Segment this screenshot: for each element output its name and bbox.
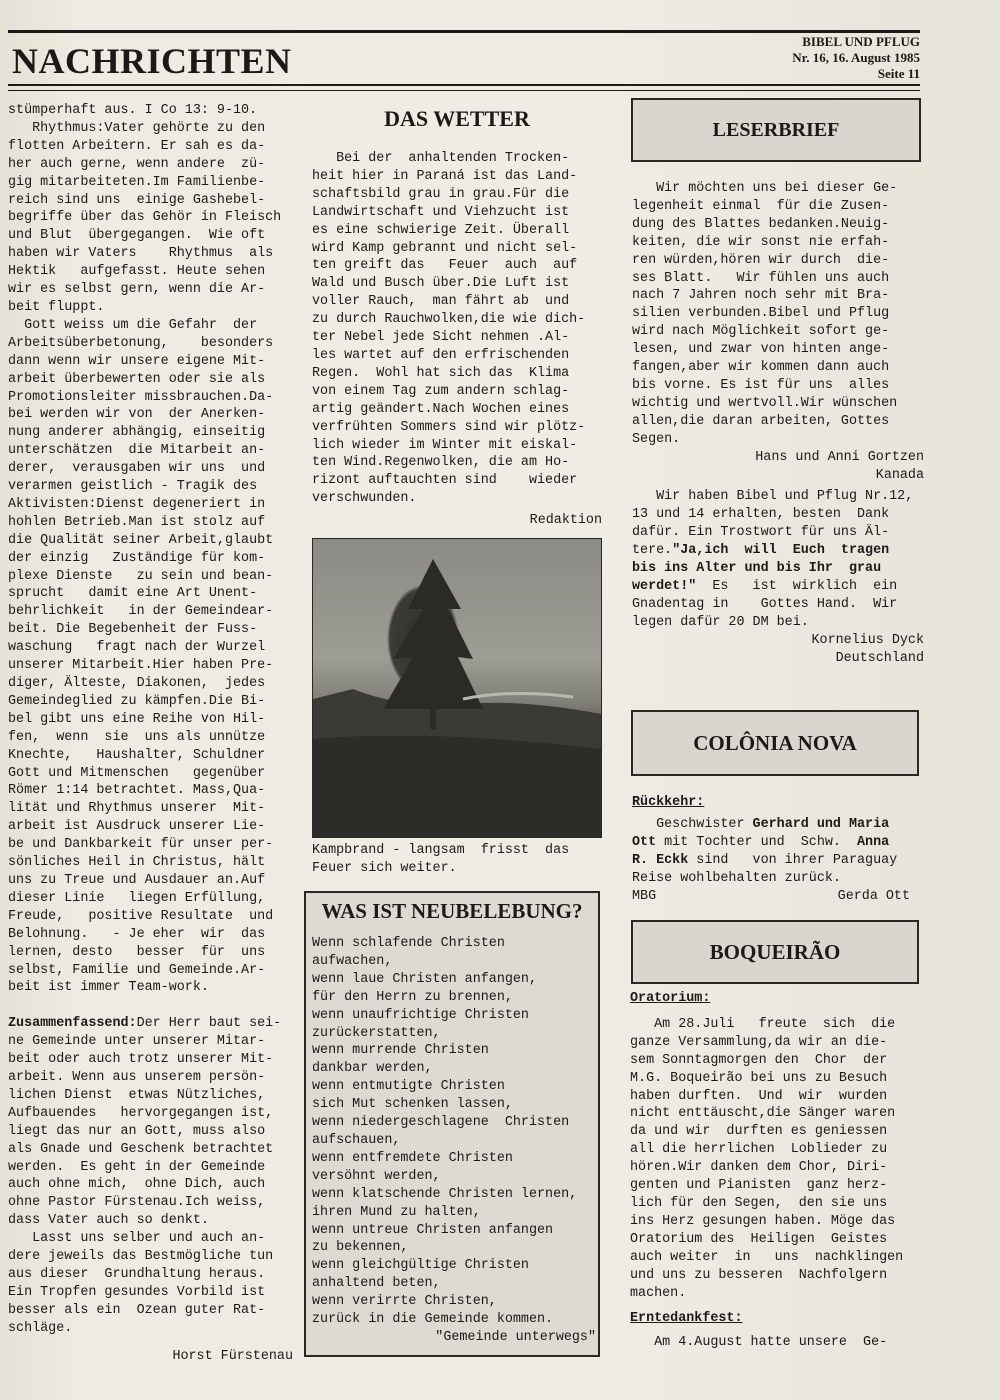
letter-2-country: Deutschland (835, 650, 924, 666)
colonia-line-4: Reise wohlbehalten zurück. (632, 870, 841, 886)
weather-author: Redaktion (529, 513, 602, 529)
revival-line: anhaltend beten, (312, 1276, 441, 1292)
weather-line: Bei der anhaltenden Trocken- (312, 151, 570, 166)
left-article-line: der einzig Zuständige für kom- (8, 550, 266, 566)
revival-source: "Gemeinde unterwegs" (435, 1329, 596, 1345)
letter-2-quote-1: "Ja,ich will Euch tragen (672, 543, 890, 559)
summary-line: aus dieser Grundhaltung heraus. (8, 1267, 266, 1282)
letter-1-line: legenheit einmal für die Zusen- (632, 198, 890, 214)
summary-line: auch ohne mich, ohne Dich, auch (8, 1177, 266, 1193)
boqueirao-line: auch weiter in uns nachklingen (630, 1249, 904, 1265)
letter-1-line: wird nach Möglichkeit sofort ge- (632, 324, 890, 340)
colonia-names-4: R. Eckk (632, 852, 689, 868)
colonia-line-1 (632, 816, 924, 834)
revival-line: versöhnt werden, (312, 1168, 441, 1184)
letter-1-line: ren würden,hören wir durch die- (632, 252, 890, 268)
revival-line: wenn entfremdete Christen (312, 1150, 513, 1166)
summary-line: dass Vater auch so denkt. (8, 1213, 209, 1229)
letter-1-body (632, 180, 924, 449)
summary-first-line (8, 1015, 293, 1033)
revival-heading: WAS IST NEUBELEBUNG? (321, 899, 583, 923)
letter-2-line: Wir haben Bibel und Pflug Nr.12, (632, 489, 914, 505)
letter-1-line: wichtig und wertvoll.Wir wünschen (632, 395, 898, 411)
weather-line: Landwirtschaft und Viehzucht ist (312, 204, 570, 220)
summary-line: Aufbauendes hervorgegangen ist, (8, 1105, 274, 1121)
weather-line: zu durch Rauchwolken,die wie dich- (312, 312, 586, 328)
left-article-line: Knechte, Haushalter, Schuldner (8, 747, 266, 763)
weather-line: wird Kamp gebrannt und nicht sel- (312, 240, 578, 256)
letter-1-line: keiten, die wir sonst nie erfah- (632, 234, 890, 250)
colonia-line-1-text: Geschwister (632, 816, 753, 832)
left-article-line: nung anderer abhängig, einseitig (8, 425, 266, 441)
colonia-line-3-text: sind von ihrer Paraguay (688, 852, 898, 868)
letter-1-line: nach 7 Jahren noch sehr mit Bra- (632, 288, 890, 304)
letters-heading: LESERBRIEF (631, 98, 921, 162)
left-article-author: Horst Fürstenau (172, 1348, 293, 1364)
letter-2-quote-3: werdet!" (632, 578, 697, 594)
left-article-line: lität und Rhythmus unserer Mit- (8, 801, 266, 817)
weather-line: Wald und Busch über.Die Luft ist (312, 276, 570, 292)
summary-line: Ein Tropfen gesundes Vorbild ist (8, 1284, 266, 1300)
summary-line: als Gnade und Geschenk betrachtet (8, 1141, 274, 1157)
left-article-line: beit fluppt. (8, 299, 105, 315)
weather-line: les wartet auf den erfrischenden (312, 347, 570, 363)
left-article-line: stümperhaft aus. I Co 13: 9-10. (8, 103, 258, 118)
summary-body (8, 1033, 293, 1337)
boqueirao-line: M.G. Boqueirão bei uns zu Besuch (630, 1070, 888, 1086)
summary-line: dere jeweils das Bestmögliche tun (8, 1249, 274, 1265)
left-article-line: sönliches Heil in Christus, hält (8, 855, 266, 871)
pine-tree-icon (313, 539, 601, 837)
boqueirao-line: und uns zu besseren Nachfolgern (630, 1267, 888, 1283)
left-article-line: Freude, positive Resultate und (8, 908, 274, 924)
left-article-line: haben wir Vaters Rhythmus als (8, 246, 274, 262)
left-article-line: Gott weiss um die Gefahr der (8, 317, 258, 333)
colonia-signature (632, 888, 924, 906)
colonia-names-3: Anna (857, 834, 890, 850)
masthead-rule (8, 84, 920, 86)
left-article-line: sprucht damit eine Art Unent- (8, 586, 258, 602)
left-article-line: Promotionsleiter missbrauchen.Da- (8, 389, 274, 405)
summary-line: besser als ein Ozean guter Rat- (8, 1302, 266, 1318)
left-article-line: lernen, desto besser für uns (8, 944, 266, 960)
letter-2-author: Kornelius Dyck (811, 632, 924, 648)
left-article-line: Belohnung. - Je eher wir das (8, 926, 266, 942)
letter-1-line: silien verbunden.Bibel und Pflug (632, 306, 890, 322)
revival-line: zu bekennen, (312, 1240, 409, 1256)
weather-line: heit hier in Paraná ist das Land- (312, 168, 578, 184)
colonia-names-1: Gerhard und Maria (752, 816, 890, 832)
letter-1-line: dung des Blattes bedanken.Neuig- (632, 216, 890, 232)
erntedank-line: Am 4.August hatte unsere Ge- (630, 1335, 888, 1351)
left-article-line: begriffe über das Gehör in Fleisch (8, 210, 282, 226)
left-article-line: wir es selbst gern, wenn die Ar- (8, 282, 266, 298)
left-article-line: Arbeitsüberbetonung, besonders (8, 335, 274, 351)
weather-line: lich wieder im Winter mit eiskal- (312, 437, 578, 453)
boqueirao-line: hören.Wir danken dem Chor, Diri- (630, 1160, 888, 1176)
revival-line: wenn entmutigte Christen (312, 1079, 505, 1095)
photo-caption-line-2: Feuer sich weiter. (312, 860, 457, 876)
letter-1-country: Kanada (875, 467, 924, 483)
top-rule (8, 30, 920, 33)
letter-1-line: lesen, und zwar von hinten ange- (632, 342, 890, 358)
letter-1-line: allen,die daran arbeiten, Gottes (632, 413, 890, 429)
left-article-line: plexe Dienste zu sein und bean- (8, 568, 274, 584)
letter-1-line: ses Blatt. Wir fühlen uns auch (632, 270, 890, 286)
summary-first-text: Der Herr baut sei- (136, 1016, 282, 1032)
letter-2-tail-2: Gnadentag in Gottes Hand. Wir (632, 596, 898, 612)
colonia-names-2: Ott (632, 834, 657, 850)
revival-body (312, 935, 596, 1329)
summary-line: lichen Dienst etwas Nützliches, (8, 1087, 266, 1103)
publication-name: BIBEL UND PFLUG (802, 34, 920, 49)
boqueirao-line: da und wir durften es geniessen (630, 1124, 888, 1140)
boqueirao-subhead: Oratorium: (630, 991, 711, 1006)
letter-2-body (632, 488, 924, 542)
left-article-line: diger, Älteste, Diakonen, jedes (8, 676, 266, 691)
summary-label: Zusammenfassend: (8, 1016, 137, 1032)
revival-line: wenn niedergeschlagene Christen (312, 1115, 570, 1131)
left-article-line: und Blut übergegangen. Wie oft (8, 228, 266, 244)
summary-line: Lasst uns selber und auch an- (8, 1231, 266, 1247)
weather-line: es eine schwierige Zeit. Überall (312, 222, 570, 238)
boqueirao-line: all die herrlichen Loblieder zu (630, 1142, 888, 1158)
revival-line: für den Herrn zu brennen, (312, 989, 513, 1005)
weather-line: rizont auftauchten sind wieder (312, 473, 578, 489)
left-article-line: bei werden wir von der Anerken- (8, 407, 266, 423)
boqueirao-line: sem Sonntagmorgen den Chor der (630, 1052, 888, 1068)
boqueirao-line: genten und Pianisten ganz herz- (630, 1178, 888, 1194)
letter-2-line: dafür. Ein Trostwort für uns Äl- (632, 525, 890, 541)
left-article-line: fen, wenn sie uns als unnütze (8, 729, 266, 745)
left-article-line: flotten Arbeitern. Er sah es da- (8, 138, 266, 154)
left-article-line: uns zu Treue und Ausdauer an.Auf (8, 872, 266, 888)
left-article-line: hohlen Betrieb.Man ist stolz auf (8, 514, 266, 530)
colonia-article (632, 794, 924, 906)
photo-caption (312, 842, 602, 878)
summary-line: schläge. (8, 1320, 73, 1336)
left-article-line: bel gibt uns eine Reihe von Hil- (8, 711, 266, 727)
letter-2-tail-1: Es ist wirklich ein (696, 578, 898, 594)
revival-line: aufwachen, (312, 953, 393, 969)
letter-1-author: Hans und Anni Gortzen (755, 449, 924, 465)
left-article-line: Hektik aufgefasst. Heute sehen (8, 264, 266, 280)
left-article-line: arbeit ist Ausdruck unserer Lie- (8, 819, 266, 835)
boqueirao-body (630, 1016, 924, 1303)
letters-article (632, 180, 924, 667)
weather-line: schaftsbild grau in grau.Für die (312, 186, 570, 202)
summary-line: arbeit. Wenn aus unserem persön- (8, 1070, 266, 1086)
left-article-line: Aktivisten:Dienst degeneriert in (8, 496, 266, 512)
letter-2-quote-line-3 (632, 578, 924, 596)
letter-2-tail-3: legen dafür 20 DM bei. (632, 614, 809, 630)
left-article-line: reich sind uns einige Gashebel- (8, 192, 266, 208)
left-article-line: beit. Die Begebenheit der Fuss- (8, 622, 258, 638)
colonia-line-2 (632, 834, 924, 852)
revival-line: wenn klatschende Christen lernen, (312, 1186, 578, 1202)
left-article-line: dieser Linie liegen Erfüllung, (8, 890, 266, 906)
summary-line: ohne Pastor Fürstenau.Ich weiss, (8, 1195, 266, 1211)
issue-number: Nr. 16, 16. August 1985 (792, 50, 920, 65)
revival-line: dankbar werden, (312, 1061, 433, 1077)
letter-2-quote-lead: tere. (632, 543, 673, 559)
weather-body (312, 150, 602, 508)
weather-line: ten Wind.Regenwolken, die am Ho- (312, 455, 570, 471)
masthead-rule-thin (8, 90, 920, 91)
letter-1-line: bis vorne. Es ist für uns alles (632, 377, 890, 393)
left-article-line: dann wenn wir unsere eigene Mit- (8, 353, 266, 369)
summary-line: beit oder auch trotz unserer Mit- (8, 1052, 274, 1068)
boqueirao-line: Oratorium des Heiligen Geistes (630, 1231, 888, 1247)
left-article-line: unserer Mitarbeit.Hier haben Pre- (8, 658, 274, 674)
left-article-line: Gemeindeglied zu kämpfen.Die Bi- (8, 693, 266, 709)
left-article-body (8, 102, 293, 997)
left-article-line: derer, verausgaben wir uns und (8, 461, 266, 477)
left-article-line: verarmen geistlich - Tragik des (8, 479, 258, 495)
letter-2-line: 13 und 14 erhalten, besten Dank (632, 507, 890, 523)
weather-line: voller Rauch, man fährt ab und (312, 294, 570, 310)
left-article-line: arbeit überbewerten oder sie als (8, 371, 266, 387)
letter-1-line: Wir möchten uns bei dieser Ge- (632, 181, 898, 196)
summary-line: liegt das nur an Gott, muss also (8, 1123, 266, 1139)
revival-line: wenn unaufrichtige Christen (312, 1007, 529, 1023)
revival-line: aufschauen, (312, 1132, 401, 1148)
erntedank-subhead: Erntedankfest: (630, 1311, 743, 1327)
summary-line: ne Gemeinde unter unserer Mitar- (8, 1034, 266, 1050)
page-number: Seite 11 (877, 66, 920, 81)
boqueirao-heading: BOQUEIRÃO (631, 920, 919, 984)
colonia-subhead: Rückkehr: (632, 795, 705, 810)
left-article-line: her auch gerne, wenn andere zü- (8, 156, 266, 172)
colonia-line-2-text: mit Tochter und Schw. (656, 834, 858, 850)
revival-line: ihren Mund zu halten, (312, 1204, 481, 1220)
weather-line: verschwunden. (312, 491, 417, 507)
landscape-photo (312, 538, 602, 838)
revival-box (304, 891, 600, 1357)
summary-line: werden. Es geht in der Gemeinde (8, 1159, 266, 1175)
revival-line: wenn verirrte Christen, (312, 1294, 497, 1310)
letter-2-quote-2: bis ins Alter und bis Ihr grau (632, 561, 882, 577)
revival-line: wenn gleichgültige Christen (312, 1258, 529, 1274)
revival-line: zurückerstatten, (312, 1025, 441, 1041)
revival-line: sich Mut schenken lassen, (312, 1097, 513, 1113)
weather-line: ten greift das Feuer auch auf (312, 258, 578, 274)
boqueirao-line: haben durften. Und wir wurden (630, 1088, 888, 1104)
left-article (8, 102, 293, 1366)
revival-line: wenn untreue Christen anfangen (312, 1222, 554, 1238)
letter-1-line: fangen,aber wir kommen dann auch (632, 360, 890, 376)
letter-1-line: Segen. (632, 431, 681, 447)
revival-line: Wenn schlafende Christen (312, 936, 505, 951)
revival-line: wenn laue Christen anfangen, (312, 971, 537, 987)
left-article-line: Römer 1:14 betrachtet. Mass,Qua- (8, 783, 266, 799)
left-article-line: selbst, Familie und Gemeinde.Ar- (8, 962, 266, 978)
left-article-line: be und Dankbarkeit für unser per- (8, 837, 274, 853)
revival-line: zurück in die Gemeinde kommen. (312, 1312, 554, 1328)
section-title: NACHRICHTEN (12, 41, 292, 81)
boqueirao-article (630, 990, 924, 1352)
colonia-tag: MBG (632, 888, 657, 904)
left-article-line: Rhythmus:Vater gehörte zu den (8, 120, 266, 136)
left-article-line: behrlichkeit in der Gemeindear- (8, 604, 274, 620)
boqueirao-line: Am 28.Juli freute sich die (630, 1016, 896, 1032)
colonia-heading: COLÔNIA NOVA (631, 710, 919, 776)
boqueirao-line: ins Herz gesungen haben. Möge das (630, 1213, 896, 1229)
boqueirao-line: ganze Versammlung,da wir an die- (630, 1034, 888, 1050)
weather-line: von einem Tag zum andern schlag- (312, 383, 570, 399)
weather-line: artig geändert.Nach Wochen eines (312, 401, 570, 417)
boqueirao-line: machen. (630, 1285, 687, 1301)
left-article-line: waschung fragt nach der Wurzel (8, 640, 266, 656)
letter-2-quote-line-1 (632, 542, 924, 560)
colonia-author: Gerda Ott (837, 888, 910, 904)
boqueirao-line: nicht enttäuscht,die Sänger waren (630, 1106, 896, 1122)
weather-line: verfrühten Sommers sind wir plötz- (312, 419, 586, 435)
left-article-line: gig mitarbeiteten.Im Familienbe- (8, 174, 266, 190)
left-article-line: unterschätzen die Mitarbeit an- (8, 443, 266, 459)
weather-line: ter Nebel jede Sicht nehmen .Al- (312, 330, 570, 346)
weather-article (312, 150, 602, 530)
weather-line: Regen. Wohl hat sich das Klima (312, 365, 570, 381)
left-article-line: beit ist immer Team-work. (8, 980, 209, 996)
photo-caption-line-1: Kampbrand - langsam frisst das (312, 843, 570, 858)
boqueirao-line: lich für den Segen, den sie uns (630, 1195, 888, 1211)
revival-line: wenn murrende Christen (312, 1043, 489, 1059)
left-article-line: die Qualität seiner Arbeit,glaubt (8, 532, 274, 548)
revival-poem (312, 935, 596, 1347)
left-article-line: Gott und Mitmenschen gegenüber (8, 765, 266, 781)
weather-heading: DAS WETTER (384, 106, 530, 131)
colonia-line-3 (632, 852, 924, 870)
issue-info (792, 34, 920, 82)
